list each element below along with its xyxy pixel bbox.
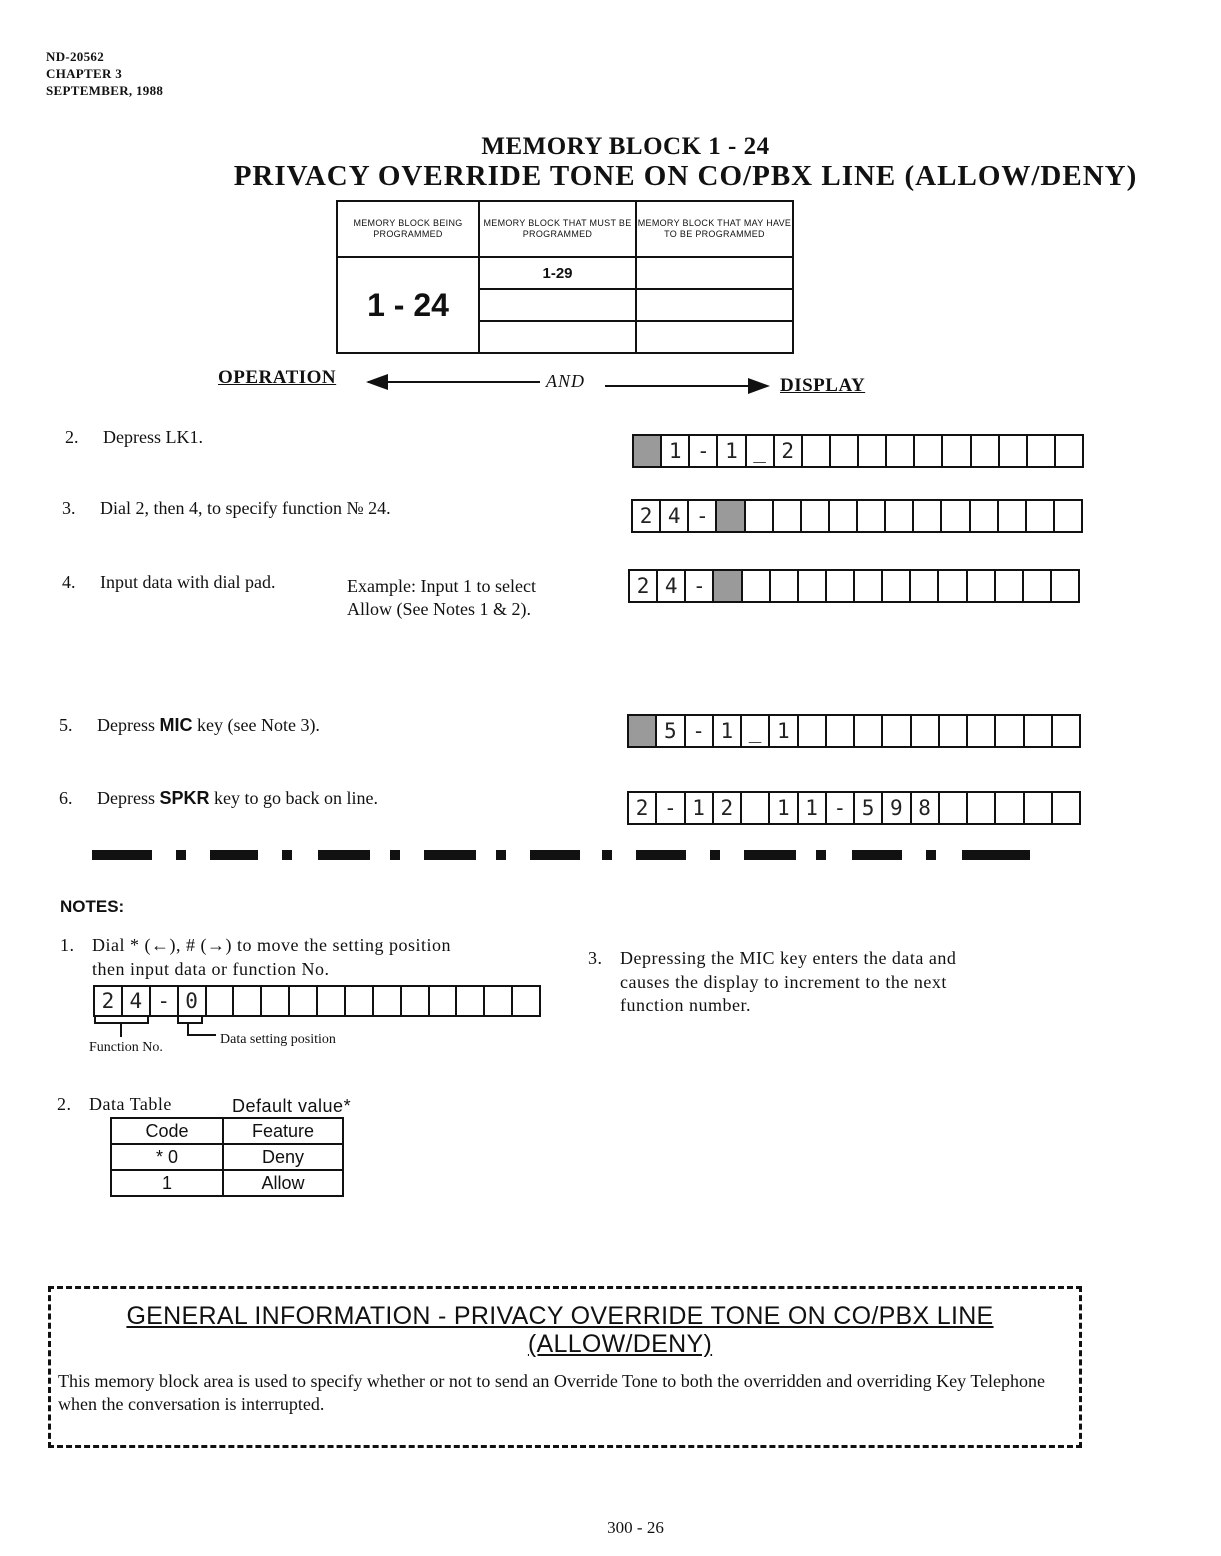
lcd-cell — [207, 987, 235, 1015]
note-3 — [588, 947, 1088, 1017]
lcd-cell: - — [827, 793, 855, 823]
lcd-cell — [915, 436, 943, 466]
title-main: PRIVACY OVERRIDE TONE ON CO/PBX LINE (ALLOW/DENY) — [233, 160, 1138, 192]
step-4 — [62, 570, 632, 630]
lcd-cell — [968, 793, 996, 823]
lcd-display-step-6 — [627, 791, 1081, 825]
lcd-display-step-2 — [632, 434, 1084, 468]
notes-heading: NOTES: — [60, 897, 125, 916]
step-number: 6. — [59, 788, 73, 808]
lcd-cell — [971, 501, 999, 531]
lcd-cell — [346, 987, 374, 1015]
lcd-cell: 9 — [883, 793, 911, 823]
step-text-suffix: key to go back on line. — [209, 788, 378, 808]
lcd-cell: 1 — [686, 793, 714, 823]
lcd-cell — [1052, 571, 1078, 601]
step-5 — [59, 713, 579, 739]
lcd-cell — [1025, 716, 1053, 746]
feature-cell: Allow — [223, 1170, 343, 1196]
lcd-cell — [1055, 501, 1081, 531]
step-text: Depress LK1. — [103, 427, 203, 447]
lcd-cell — [374, 987, 402, 1015]
lcd-cell — [629, 716, 657, 746]
lcd-cell: 2 — [775, 436, 803, 466]
lcd-cell — [1000, 436, 1028, 466]
feature-cell: Deny — [223, 1144, 343, 1170]
lcd-cell — [290, 987, 318, 1015]
step-number: 2. — [65, 427, 79, 447]
step-text: Dial 2, then 4, to specify function № 24. — [100, 498, 391, 518]
step-text: Input data with dial pad. — [100, 572, 276, 592]
page-number: 300 - 26 — [607, 1518, 664, 1537]
lcd-cell: 1 — [770, 716, 798, 746]
lcd-cell — [859, 436, 887, 466]
lcd-cell: 1 — [662, 436, 690, 466]
lcd-cell: 8 — [912, 793, 940, 823]
note-3-line-1: Depressing the MIC key enters the data and — [620, 948, 957, 968]
lcd-cell: 2 — [629, 793, 657, 823]
lcd-cell — [262, 987, 290, 1015]
column-header-code: Code — [111, 1118, 223, 1144]
lcd-cell — [457, 987, 485, 1015]
lcd-display-note-1 — [93, 985, 541, 1017]
empty-cell — [636, 257, 793, 289]
step-example-line-1: Example: Input 1 to select — [347, 576, 536, 596]
note-3-line-2: causes the display to increment to the next — [620, 972, 947, 992]
section-divider — [92, 849, 1030, 863]
lcd-cell — [485, 987, 513, 1015]
lcd-cell — [911, 571, 939, 601]
lcd-cell — [1025, 793, 1053, 823]
lcd-cell — [746, 501, 774, 531]
lcd-cell: _ — [747, 436, 775, 466]
note-number: 3. — [588, 948, 603, 968]
lcd-cell — [634, 436, 662, 466]
lcd-cell — [802, 501, 830, 531]
step-text-prefix: Depress — [97, 788, 160, 808]
lcd-cell — [799, 571, 827, 601]
note-1-line-2: then input data or function No. — [92, 959, 330, 979]
col-being-programmed: MEMORY BLOCK BEING PROGRAMMED — [337, 201, 479, 257]
lcd-cell: - — [686, 716, 714, 746]
lcd-cell — [939, 571, 967, 601]
data-setting-position-label: Data setting position — [220, 1032, 336, 1047]
chapter: CHAPTER 3 — [46, 66, 123, 81]
lcd-cell: 2 — [630, 571, 658, 601]
lcd-cell — [830, 501, 858, 531]
empty-cell — [479, 289, 636, 321]
lcd-cell — [827, 716, 855, 746]
empty-cell — [479, 321, 636, 353]
lcd-cell — [996, 793, 1024, 823]
lcd-cell — [914, 501, 942, 531]
lcd-cell — [1027, 501, 1055, 531]
lcd-cell: - — [657, 793, 685, 823]
lcd-display-step-3 — [631, 499, 1083, 533]
code-cell: * 0 — [111, 1144, 223, 1170]
block-being-programmed: 1 - 24 — [337, 257, 479, 353]
lcd-cell: 4 — [658, 571, 686, 601]
lcd-cell: - — [686, 571, 714, 601]
general-information-title — [60, 1302, 1060, 1358]
lcd-cell — [717, 501, 745, 531]
note-2 — [57, 1093, 417, 1119]
lcd-cell: 2 — [714, 793, 742, 823]
step-number: 5. — [59, 715, 73, 735]
doc-id: ND-20562 — [46, 49, 105, 64]
lcd-cell — [912, 716, 940, 746]
empty-cell — [636, 289, 793, 321]
step-number: 3. — [62, 498, 76, 518]
step-3 — [62, 496, 602, 522]
lcd-cell: 2 — [633, 501, 661, 531]
lcd-cell — [999, 501, 1027, 531]
col-may-have-to-be-programmed: MEMORY BLOCK THAT MAY HAVE TO BE PROGRAMMED — [636, 201, 793, 257]
lcd-cell: 0 — [179, 987, 207, 1015]
lcd-display-step-5 — [627, 714, 1081, 748]
lcd-cell — [886, 501, 914, 531]
mic-key-label: MIC — [159, 715, 193, 735]
lcd-cell — [996, 716, 1024, 746]
lcd-cell — [513, 987, 539, 1015]
lcd-cell: 5 — [855, 793, 883, 823]
lcd-cell — [943, 436, 971, 466]
lcd-cell — [234, 987, 262, 1015]
lcd-cell: _ — [742, 716, 770, 746]
lcd-cell — [1024, 571, 1052, 601]
step-2 — [65, 425, 565, 451]
table-row — [111, 1170, 343, 1196]
data-table — [110, 1117, 344, 1197]
spkr-key-label: SPKR — [159, 788, 210, 808]
right-arrow-line — [605, 385, 765, 387]
lcd-cell — [1028, 436, 1056, 466]
note-number: 1. — [60, 935, 75, 955]
lcd-cell — [940, 716, 968, 746]
left-arrow-icon — [366, 374, 388, 390]
step-number: 4. — [62, 572, 76, 592]
lcd-cell — [1053, 716, 1079, 746]
lcd-cell — [743, 571, 771, 601]
lcd-cell — [402, 987, 430, 1015]
lcd-cell: 5 — [657, 716, 685, 746]
lcd-cell — [858, 501, 886, 531]
right-arrow-icon — [748, 378, 770, 394]
lcd-cell — [996, 571, 1024, 601]
note-number: 2. — [57, 1094, 72, 1114]
note-3-line-3: function number. — [620, 995, 751, 1015]
document-header — [46, 48, 163, 99]
lcd-cell — [968, 571, 996, 601]
date: SEPTEMBER, 1988 — [46, 83, 164, 98]
display-label: DISPLAY — [780, 375, 866, 396]
step-text-prefix: Depress — [97, 715, 160, 735]
lcd-cell — [714, 571, 742, 601]
note-1-line-1: Dial * (←), # (→) to move the setting position — [92, 935, 451, 955]
lcd-cell: 4 — [661, 501, 689, 531]
lcd-cell — [883, 571, 911, 601]
lcd-cell — [742, 793, 770, 823]
data-table-title: Data Table — [89, 1094, 172, 1114]
lcd-cell: 1 — [770, 793, 798, 823]
title-memory-block: MEMORY BLOCK 1 - 24 — [481, 133, 770, 160]
lcd-cell: - — [151, 987, 179, 1015]
lcd-cell — [803, 436, 831, 466]
lcd-cell — [430, 987, 458, 1015]
lcd-cell — [1053, 793, 1079, 823]
left-arrow-line — [368, 381, 540, 383]
lcd-cell: - — [689, 501, 717, 531]
lcd-cell: 1 — [799, 793, 827, 823]
empty-cell — [636, 321, 793, 353]
and-label: AND — [546, 371, 585, 391]
code-cell: 1 — [111, 1170, 223, 1196]
general-info-title-line-2: (ALLOW/DENY) — [527, 1330, 713, 1358]
lcd-cell — [831, 436, 859, 466]
table-row — [111, 1144, 343, 1170]
lcd-cell — [972, 436, 1000, 466]
function-no-label: Function No. — [89, 1040, 163, 1055]
col-must-be-programmed: MEMORY BLOCK THAT MUST BE PROGRAMMED — [479, 201, 636, 257]
step-example-line-2: Allow (See Notes 1 & 2). — [347, 599, 531, 619]
lcd-cell — [883, 716, 911, 746]
lcd-cell — [942, 501, 970, 531]
lcd-cell — [855, 716, 883, 746]
lcd-cell — [771, 571, 799, 601]
column-header-feature: Feature — [223, 1118, 343, 1144]
lcd-cell — [774, 501, 802, 531]
lcd-cell — [855, 571, 883, 601]
lcd-cell: 1 — [714, 716, 742, 746]
lcd-cell: - — [690, 436, 718, 466]
lcd-cell — [827, 571, 855, 601]
lcd-cell — [968, 716, 996, 746]
memory-block-table — [336, 200, 794, 354]
default-value-label: Default value* — [232, 1096, 352, 1116]
lcd-cell — [318, 987, 346, 1015]
lcd-display-step-4 — [628, 569, 1080, 603]
lcd-cell — [1056, 436, 1082, 466]
operation-display-bar — [218, 367, 918, 397]
lcd-cell: 4 — [123, 987, 151, 1015]
lcd-cell: 2 — [95, 987, 123, 1015]
lcd-cell — [887, 436, 915, 466]
general-info-title-line-1: GENERAL INFORMATION - PRIVACY OVERRIDE TONE ON CO/PBX LINE — [126, 1302, 994, 1330]
step-text-suffix: key (see Note 3). — [192, 715, 320, 735]
lcd-cell: 1 — [718, 436, 746, 466]
operation-label: OPERATION — [218, 367, 337, 388]
block-must-program: 1-29 — [479, 257, 636, 289]
general-information-body: This memory block area is used to specify whether or not to send an Override Tone to both the overridden and overriding Key Telephone when the conversation is interrupted. — [58, 1371, 1046, 1414]
lcd-cell — [940, 793, 968, 823]
step-6 — [59, 786, 579, 812]
note-1 — [60, 934, 560, 984]
lcd-cell — [799, 716, 827, 746]
